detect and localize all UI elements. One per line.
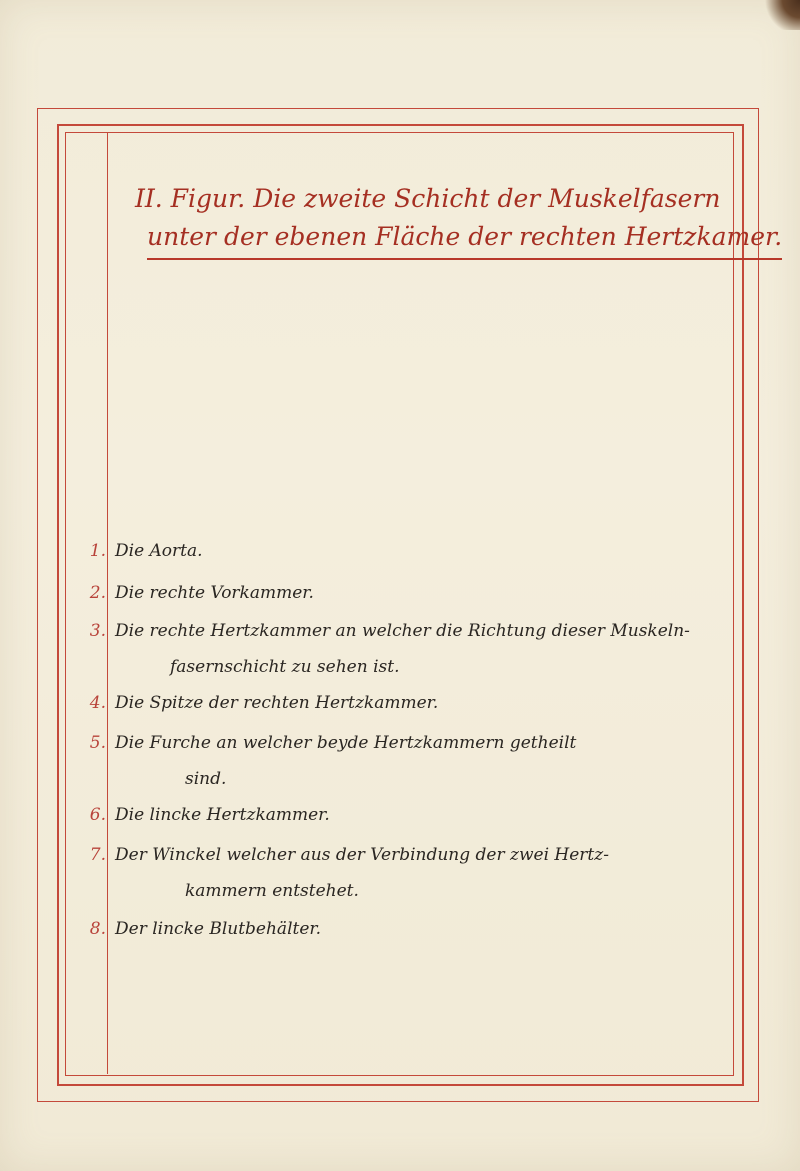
item-number: 8. bbox=[89, 919, 106, 939]
item-number: 3. bbox=[89, 621, 106, 641]
item-text: Die Spitze der rechten Hertzkammer. bbox=[115, 693, 439, 713]
item-number: 5. bbox=[89, 733, 106, 753]
item-text: Die Furche an welcher beyde Hertzkammern getheilt bbox=[115, 733, 577, 753]
item-number: 4. bbox=[89, 693, 106, 713]
item-text: Der lincke Blutbehälter. bbox=[115, 919, 322, 939]
item-text: Die rechte Hertzkammer an welcher die Richtung dieser Muskeln- bbox=[115, 621, 690, 641]
title-line-1: II. Figur. Die zweite Schicht der Muskelfasern bbox=[135, 184, 721, 213]
item-number: 6. bbox=[89, 805, 106, 825]
item-number: 1. bbox=[89, 541, 106, 561]
item-text: Die Aorta. bbox=[115, 541, 203, 561]
item-text: Der Winckel welcher aus der Verbindung der zwei Hertz- bbox=[115, 845, 609, 865]
corner-stain bbox=[760, 0, 800, 30]
item-text-continuation: kammern entstehet. bbox=[185, 881, 359, 901]
item-text-continuation: fasernschicht zu sehen ist. bbox=[170, 657, 400, 677]
item-text: Die rechte Vorkammer. bbox=[115, 583, 314, 603]
left-margin-rule bbox=[107, 133, 108, 1074]
item-number: 7. bbox=[89, 845, 106, 865]
item-text-continuation: sind. bbox=[185, 769, 227, 789]
item-text: Die lincke Hertzkammer. bbox=[115, 805, 330, 825]
page-title bbox=[135, 180, 783, 260]
title-line-2: unter der ebenen Fläche der rechten Hertzkamer. bbox=[147, 218, 782, 260]
item-number: 2. bbox=[89, 583, 106, 603]
